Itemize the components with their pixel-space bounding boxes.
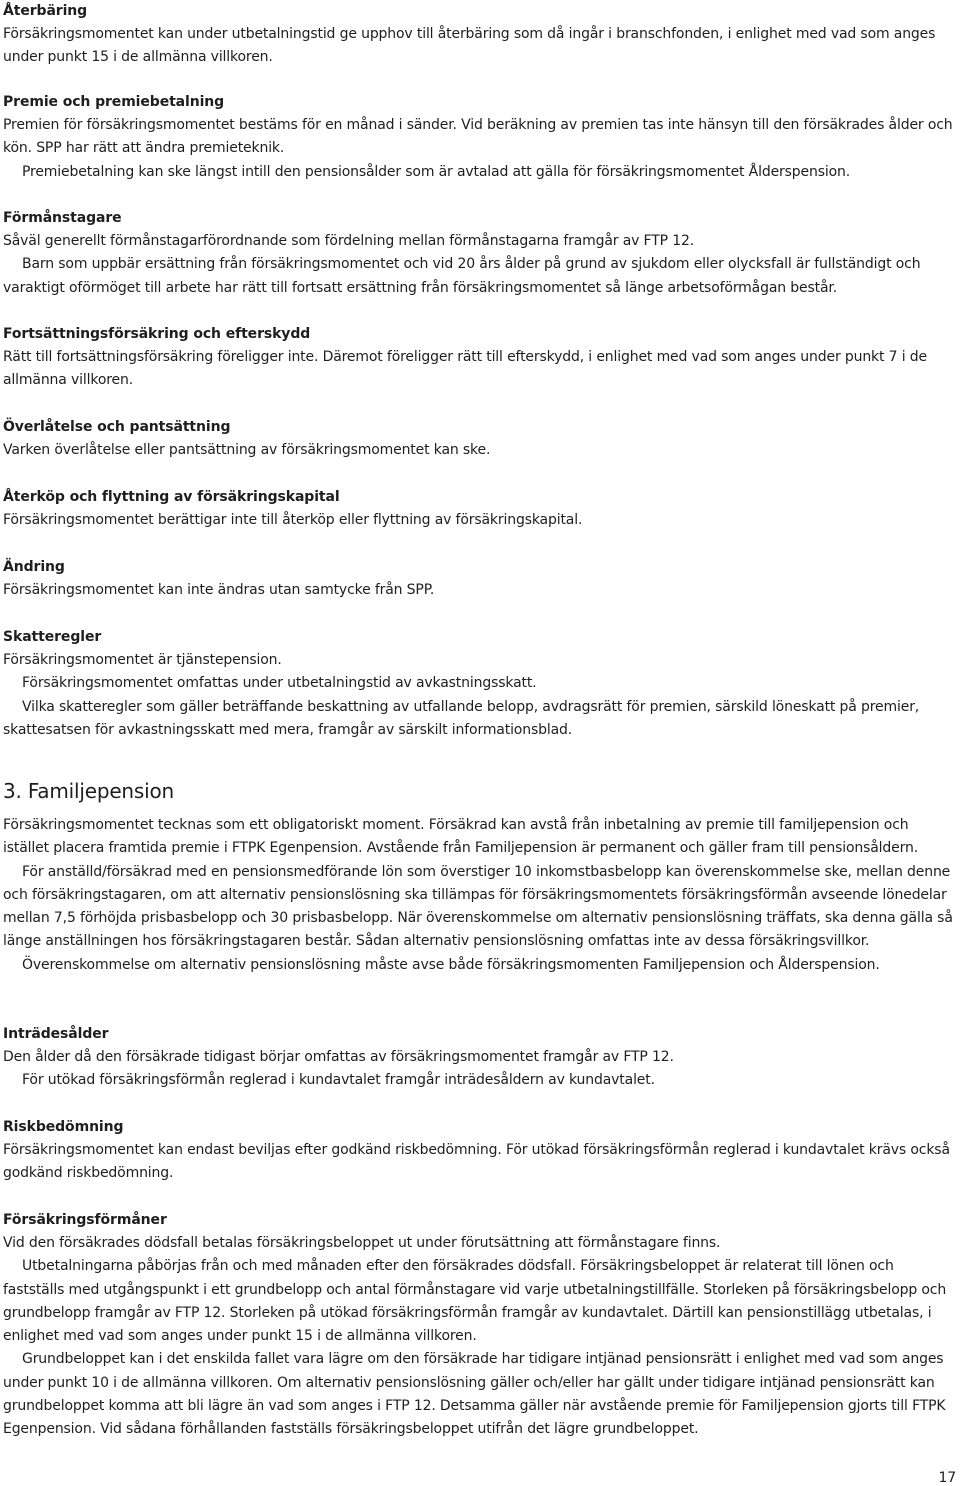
section-paragraph: Varken överlåtelse eller pantsättning av försäkringsmomentet kan ske. xyxy=(3,442,491,458)
section-paragraph: Rätt till fortsättningsförsäkring föreligger inte. Däremot föreligger rätt till efterskydd, i enlighet med vad som anges under punkt 7 i de allmänna villkoren. xyxy=(3,349,927,389)
page-number: 17 xyxy=(938,1470,956,1486)
section-premie xyxy=(3,91,958,184)
section-andring xyxy=(3,556,958,602)
section-heading: Fortsättningsförsäkring och efterskydd xyxy=(3,326,311,342)
section-paragraph: Premien för försäkringsmomentet bestäms för en månad i sänder. Vid beräkning av premien tas inte hänsyn till den försäkrades ålder och kön. SPP har rätt att ändra premieteknik. xyxy=(3,117,953,157)
section-paragraph: Försäkringsmomentet omfattas under utbetalningstid av avkastningsskatt. xyxy=(22,675,537,692)
section-paragraph: Försäkringsmomentet berättigar inte till återköp eller flyttning av försäkringskapital. xyxy=(3,512,583,528)
section-paragraph: Grundbeloppet kan i det enskilda fallet vara lägre om den försäkrade har tidigare intjänad pensionsrätt i enlighet med vad som anges under punkt 10 i de allmänna villkoren. Om alternativ pensionslösning gäller och/eller har gällt under tidigare intjänad pensionsrätt kan grundbeloppet komma att bli lägre än vad som anges i FTP 12. Detsamma gäller när avstående premie för Familjepension gjorts till FTPK Egenpension. Vid sådana förhållanden fastställs försäkringsbeloppet utifrån det lägre grundbeloppet. xyxy=(3,1351,946,1438)
chapter-title: 3. Familjepension xyxy=(3,779,174,803)
section-heading: Inträdesålder xyxy=(3,1026,109,1042)
section-paragraph: Försäkringsmomentet kan endast beviljas efter godkänd riskbedömning. För utökad försäkringsförmån reglerad i kundavtalet krävs också godkänd riskbedömning. xyxy=(3,1142,950,1182)
section-paragraph: Överenskommelse om alternativ pensionslösning måste avse både försäkringsmomenten Familjepension och Ålderspension. xyxy=(22,956,880,973)
section-heading: Ändring xyxy=(3,559,65,575)
section-paragraph: Vilka skatteregler som gäller beträffande beskattning av utfallande belopp, avdragsrätt för premien, särskild löneskatt på premier, skattesatsen för avkastningsskatt med mera, framgår av särskilt informationsblad. xyxy=(3,698,920,738)
section-paragraph: Utbetalningarna påbörjas från och med månaden efter den försäkrades dödsfall. Försäkringsbeloppet är relaterat till lönen och fastställs med utgångspunkt i ett grundbelopp och antal förmånstagare vid varje utbetalningstillfälle. Storleken på försäkringsbelopp och grundbelopp framgår av FTP 12. Storleken på utökad försäkringsförmån framgår av kundavtalet. Därtill kan pensionstillägg utbetalas, i enlighet med vad som anges under punkt 15 i de allmänna villkoren. xyxy=(3,1258,947,1345)
section-heading: Skatteregler xyxy=(3,629,102,645)
section-paragraph: Barn som uppbär ersättning från försäkringsmomentet och vid 20 års ålder på grund av sjukdom eller olycksfall är fullständigt och varaktigt oförmöget till arbete har rätt till fortsatt ersättning från försäkringsmomentet så länge arbetsoförmågan består. xyxy=(3,256,921,296)
section-heading: Riskbedömning xyxy=(3,1119,124,1135)
section-heading: Förmånstagare xyxy=(3,210,122,226)
section-intradesalder xyxy=(3,1023,958,1093)
section-overlatelse xyxy=(3,416,958,462)
section-paragraph: Den ålder då den försäkrade tidigast börjar omfattas av försäkringsmomentet framgår av FTP 12. xyxy=(3,1049,674,1065)
section-heading: Försäkringsförmåner xyxy=(3,1212,167,1228)
section-paragraph: För anställd/försäkrad med en pensionsmedförande lön som överstiger 10 inkomstbasbelopp kan överenskommelse ske, mellan denne och försäkringstagaren, om att alternativ pensionslösning ska tillämpas för försäkringsmomentets försäkringsförmån avseende lönedelar mellan 7,5 förhöjda prisbasbelopp och 30 prisbasbelopp. När överenskommelse om alternativ pensionslösning träffats, ska denna gälla så länge anställningen hos försäkringstagaren består. Sådan alternativ pensionslösning omfattas inte av dessa försäkringsvillkor. xyxy=(3,863,953,950)
section-paragraph: Försäkringsmomentet kan inte ändras utan samtycke från SPP. xyxy=(3,582,435,598)
section-skatteregler xyxy=(3,626,958,742)
section-heading: Återköp och flyttning av försäkringskapital xyxy=(3,489,340,505)
section-paragraph: Försäkringsmomentet är tjänstepension. xyxy=(3,652,282,668)
section-heading: Överlåtelse och pantsättning xyxy=(3,419,231,435)
section-paragraph: För utökad försäkringsförmån reglerad i kundavtalet framgår inträdesåldern av kundavtalet. xyxy=(22,1072,655,1089)
section-paragraph: Vid den försäkrades dödsfall betalas försäkringsbeloppet ut under förutsättning att förmånstagare finns. xyxy=(3,1235,721,1251)
section-paragraph: Försäkringsmomentet kan under utbetalningstid ge upphov till återbäring som då ingår i branschfonden, i enlighet med vad som anges under punkt 15 i de allmänna villkoren. xyxy=(3,26,936,66)
section-forsakringsformaner xyxy=(3,1209,958,1442)
section-heading: Premie och premiebetalning xyxy=(3,94,225,110)
section-fortsattningsforsakring xyxy=(3,323,958,393)
section-paragraph: Försäkringsmomentet tecknas som ett obligatoriskt moment. Försäkrad kan avstå från inbetalning av premie till familjepension och istället placera framtida premie i FTPK Egenpension. Avstående från Familjepension är permanent och gäller fram till pensionsåldern. xyxy=(3,817,919,857)
section-familjepension-intro xyxy=(3,814,958,977)
section-formanstagare xyxy=(3,207,958,300)
section-riskbedomning xyxy=(3,1116,958,1186)
section-heading: Återbäring xyxy=(3,3,88,19)
section-paragraph: Såväl generellt förmånstagarförordnande som fördelning mellan förmånstagarna framgår av FTP 12. xyxy=(3,233,695,249)
section-paragraph: Premiebetalning kan ske längst intill den pensionsålder som är avtalad att gälla för försäkringsmomentet Ålderspension. xyxy=(22,163,851,180)
section-aterbaring xyxy=(3,0,958,70)
section-aterkop xyxy=(3,486,958,532)
